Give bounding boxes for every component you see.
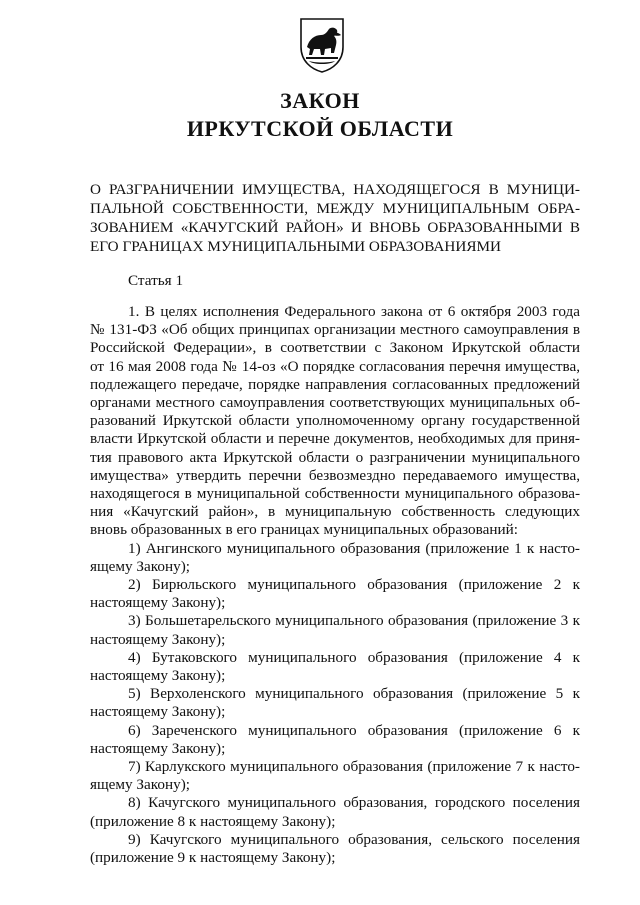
list-item-line: 4) Бутаковского муниципального образования (приложение 4 к (128, 648, 580, 666)
body-line: тия правового акта Иркутской области о разграничении муниципального (90, 448, 580, 466)
subject-line: ЕГО ГРАНИЦАХ МУНИЦИПАЛЬНЫМИ ОБРАЗОВАНИЯМИ (90, 238, 501, 255)
list-item-line: 3) Большетарельского муниципального образования (приложение 3 к (128, 612, 580, 630)
list-item-line: ящему Закону); (90, 557, 190, 575)
body-line: подлежащего передаче, порядке направления согласованных предложений (90, 375, 580, 393)
list-item-line: 6) Зареченского муниципального образования (приложение 6 к (128, 721, 580, 739)
list-item-line: 9) Качугского муниципального образования, сельского поселения (128, 830, 580, 848)
law-title-line2: ИРКУТСКОЙ ОБЛАСТИ (186, 116, 454, 141)
body-line: имущества» утвердить перечни безвозмездно передаваемого имущества, (90, 466, 580, 484)
subject-line: ЗОВАНИЕМ «КАЧУГСКИЙ РАЙОН» И ВНОВЬ ОБРАЗОВАННЫМИ В (90, 219, 580, 236)
body-line: вновь образованных в его границах муниципальных образований: (90, 521, 518, 539)
subject-line: О РАЗГРАНИЧЕНИИ ИМУЩЕСТВА, НАХОДЯЩЕГОСЯ В МУНИЦИ- (90, 181, 580, 198)
list-item-line: 1) Ангинского муниципального образования (приложение 1 к насто- (128, 539, 580, 557)
body-line: находящегося в муниципальной собственности муниципального образова- (90, 485, 580, 503)
body-line: ния «Качугский район», в муниципальную собственность следующих (90, 503, 580, 521)
article-heading: Статья 1 (128, 272, 184, 289)
body-line: от 16 мая 2008 года № 14-оз «О порядке согласования перечня имущества, (90, 357, 580, 375)
list-item-line: 5) Верхоленского муниципального образования (приложение 5 к (128, 685, 580, 703)
list-item-line: настоящему Закону); (90, 594, 226, 612)
list-item-line: настоящему Закону); (90, 630, 226, 648)
list-item-line: 7) Карлукского муниципального образования (приложение 7 к насто- (128, 758, 580, 776)
body-line: Российской Федерации», в соответствии с Законом Иркутской области (90, 339, 580, 357)
law-subject (90, 180, 580, 256)
list-item-line: (приложение 9 к настоящему Закону); (90, 849, 336, 867)
coat-of-arms-icon (299, 17, 345, 73)
body-line: разований Иркутской области уполномоченному органу государственной (90, 412, 580, 430)
body-line: власти Иркутской области и перечне документов, необходимых для приня- (90, 430, 580, 448)
law-title-line1: ЗАКОН (280, 88, 360, 113)
list-item-line: настоящему Закону); (90, 739, 226, 757)
list-item-line: настоящему Закону); (90, 703, 226, 721)
body-line: органами местного самоуправления соответствующих муниципальных об- (90, 394, 580, 412)
list-item-line: 8) Качугского муниципального образования, городского поселения (128, 794, 580, 812)
list-item-line: ящему Закону); (90, 776, 190, 794)
article-body (90, 303, 580, 867)
body-line: 1. В целях исполнения Федерального закона от 6 октября 2003 года (128, 303, 580, 320)
subject-line: ПАЛЬНОЙ СОБСТВЕННОСТИ, МЕЖДУ МУНИЦИПАЛЬНЫМ ОБРА- (90, 200, 580, 217)
body-line: № 131-ФЗ «Об общих принципах организации местного самоуправления в (90, 321, 580, 339)
list-item-line: (приложение 8 к настоящему Закону); (90, 812, 336, 830)
list-item-line: 2) Бирюльского муниципального образования (приложение 2 к (128, 576, 580, 594)
list-item-line: настоящему Закону); (90, 667, 226, 685)
